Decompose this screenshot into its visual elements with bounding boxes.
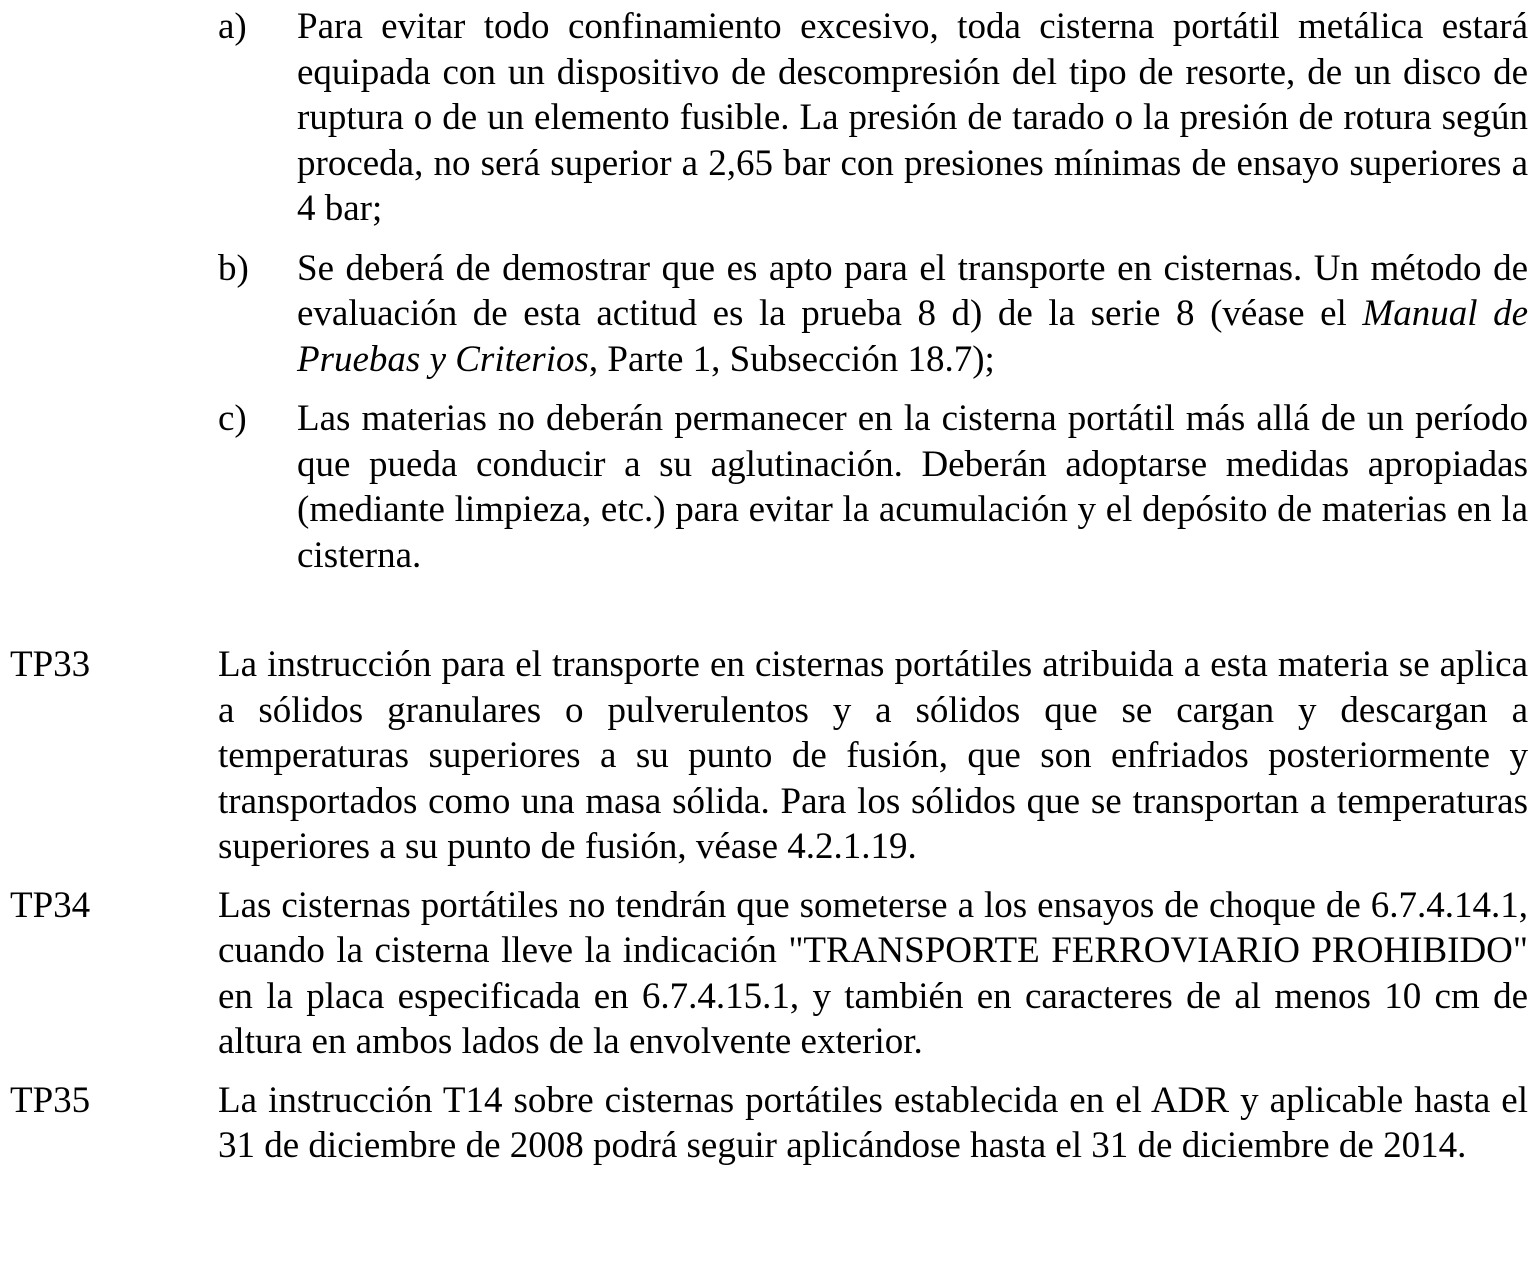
sub-item-text: Para evitar todo confinamiento excesivo, toda cisterna portátil metálica estará equipada con un dispositivo de descompresión del tipo de resorte, de un disco de ruptura o de un elemento fusible. La presión de tarado o la presión de rotura según proceda, no será superior a 2,65 bar con presiones mínimas de ensayo superiores a 4 bar; bbox=[297, 6, 1528, 229]
provision-list bbox=[10, 642, 1528, 1182]
sub-item-label: b) bbox=[218, 247, 249, 289]
provision-tp34 bbox=[10, 883, 1528, 1065]
sub-item-label: a) bbox=[218, 6, 247, 47]
sub-item-label: c) bbox=[218, 398, 247, 439]
sub-item-text-start: Se deberá de demostrar que es apto para el transporte en cisternas. Un método de evaluación de esta actitud es la prueba 8 d) de la serie 8 (véase el bbox=[297, 247, 1528, 334]
provision-text: La instrucción para el transporte en cisternas portátiles atribuida a esta materia se aplica a sólidos granulares o pulverulentos y a sólidos que se cargan y descargan a temperaturas superiores a su punto de fusión, que son enfriados posteriormente y transportados como una masa sólida. Para los sólidos que se transportan a temperaturas superiores a su punto de fusión, véase 4.2.1.19. bbox=[218, 644, 1528, 867]
manual-title-italic: Manual de Pruebas y Criterios bbox=[297, 293, 1528, 380]
provision-tp33 bbox=[10, 642, 1528, 870]
sub-item-a bbox=[218, 4, 1528, 232]
provision-code: TP33 bbox=[10, 644, 91, 685]
provision-code: TP35 bbox=[10, 1079, 91, 1121]
provision-text: Las cisternas portátiles no tendrán que someterse a los ensayos de choque de 6.7.4.14.1, cuando la cisterna lleve la indicación "TRANSPORTE FERROVIARIO PROHIBIDO" en la placa especificada en 6.7.4.15.1, y también en caracteres de al menos 10 cm de altura en ambos lados de la envolvente exterior. bbox=[218, 884, 1528, 1062]
sub-item-c bbox=[218, 396, 1528, 578]
sub-item-b bbox=[218, 246, 1528, 383]
provision-tp35 bbox=[10, 1078, 1528, 1169]
sub-item-text-end: , Parte 1, Subsección 18.7); bbox=[588, 338, 995, 380]
provision-code: TP34 bbox=[10, 884, 91, 926]
sub-item-list bbox=[218, 4, 1528, 592]
sub-item-text: Las materias no deberán permanecer en la cisterna portátil más allá de un período que pueda conducir a su aglutinación. Deberán adoptarse medidas apropiadas (mediante limpieza, etc.) para evitar la acumulación y el depósito de materias en la cisterna. bbox=[297, 398, 1528, 576]
provision-text: La instrucción T14 sobre cisternas portátiles establecida en el ADR y aplicable hasta el 31 de diciembre de 2008 podrá seguir aplicándose hasta el 31 de diciembre de 2014. bbox=[218, 1079, 1528, 1166]
sub-item-text bbox=[297, 246, 1528, 383]
